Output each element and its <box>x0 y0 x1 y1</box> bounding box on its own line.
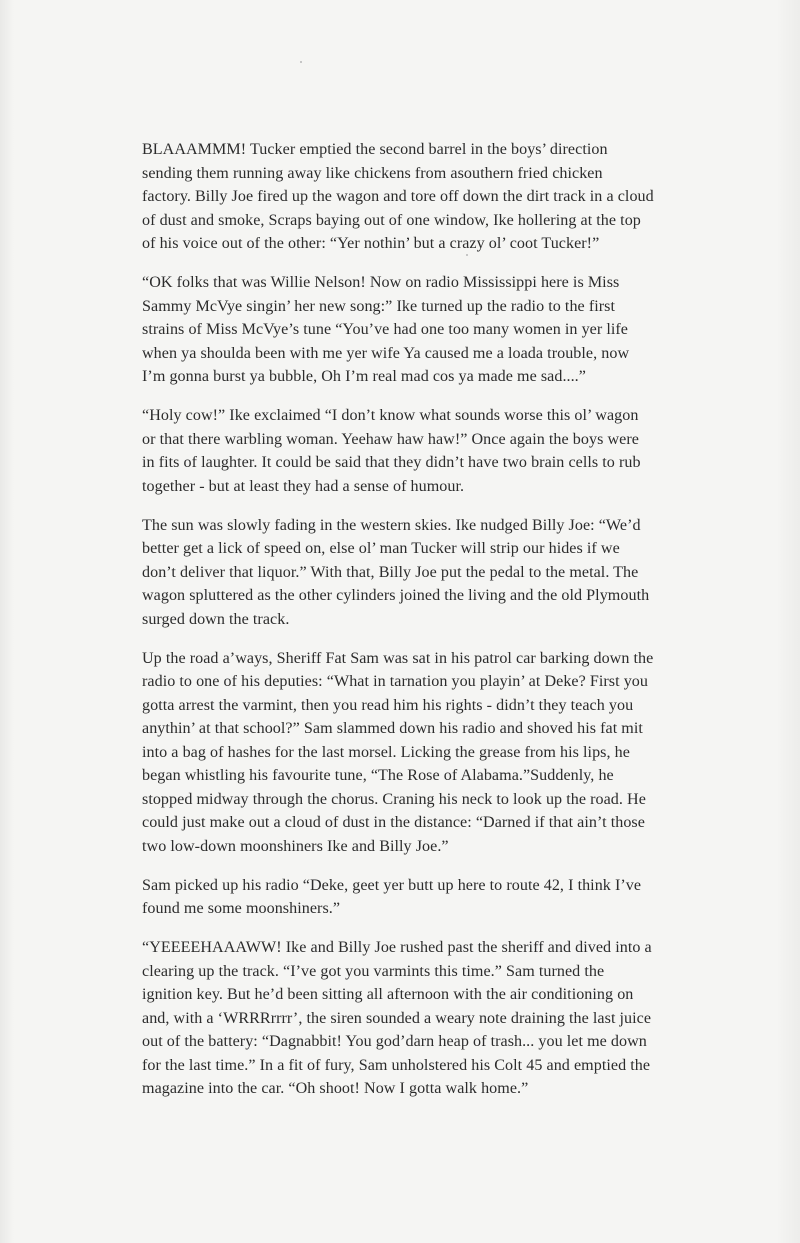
body-text <box>142 138 654 1116</box>
paragraph: “Holy cow!” Ike exclaimed “I don’t know what sounds worse this ol’ wagon or that there warbling woman. Yeehaw haw haw!” Once again the boys were in fits of laughter. It could be said that they didn’t have two brain cells to rub together - but at least they had a sense of humour. <box>142 407 641 495</box>
paragraph: “YEEEEHAAAWW! Ike and Billy Joe rushed past the sheriff and dived into a clearing up the track. “I’ve got you varmints this time.” Sam turned the ignition key. But he’d been sitting all afternoon with the air conditioning on and, with a ‘WRRRrrrr’, the siren sounded a weary note draining the last juice out of the battery: “Dagnabbit! You god’darn heap of trash... you let me down for the last time.” In a fit of fury, Sam unholstered his Colt 45 and emptied the magazine into the car. “Oh shoot! Now I gotta walk home.” <box>142 939 652 1097</box>
paragraph: Sam picked up his radio “Deke, geet yer butt up here to route 42, I think I’ve found me some moonshiners.” <box>142 876 642 917</box>
paragraph: BLAAAMMM! Tucker emptied the second barrel in the boys’ direction sending them running away like chickens from asouthern fried chicken factory. Billy Joe fired up the wagon and tore off down the dirt track in a cloud of dust and smoke, Scraps baying out of one window, Ike hollering at the top of his voice out of the other: “Yer nothin’ but a crazy ol’ coot Tucker!” <box>142 141 654 252</box>
scan-speck <box>300 61 302 63</box>
paragraph: The sun was slowly fading in the western skies. Ike nudged Billy Joe: “We’d better get a lick of speed on, else ol’ man Tucker will strip our hides if we don’t deliver that liquor.” With that, Billy Joe put the pedal to the metal. The wagon spluttered as the other cylinders joined the living and the old Plymouth surged down the track. <box>142 516 650 628</box>
paragraph: “OK folks that was Willie Nelson! Now on radio Mississippi here is Miss Sammy McVye singin’ her new song:” Ike turned up the radio to the first strains of Miss McVye’s tune “You’ve had one too many women in yer life when ya shoulda been with me yer wife Ya caused me a loada trouble, now I’m gonna burst ya bubble, Oh I’m real mad cos ya made me sad....” <box>142 274 630 385</box>
paragraph: Up the road a’ways, Sheriff Fat Sam was sat in his patrol car barking down the radio to one of his deputies: “What in tarnation you playin’ at Deke? First you gotta arrest the varmint, then you read him his rights - didn’t they teach you anythin’ at that school?” Sam slammed down his radio and shoved his fat mit into a bag of hashes for the last morsel. Licking the grease from his lips, he began whistling his favourite tune, “The Rose of Alabama.”Suddenly, he stopped midway through the chorus. Craning his neck to look up the road. He could just make out a cloud of dust in the distance: “Darned if that ain’t those two low-down moonshiners Ike and Billy Joe.” <box>142 649 654 855</box>
